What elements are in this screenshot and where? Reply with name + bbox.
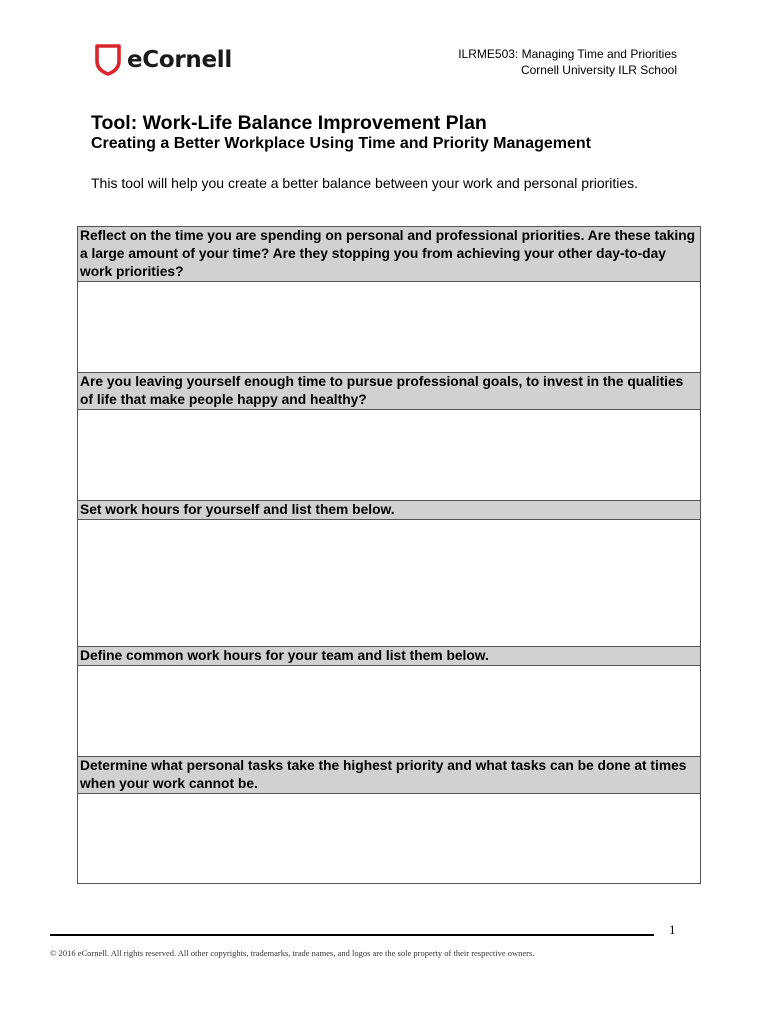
question-cell: Reflect on the time you are spending on personal and professional priorities. Are these taking a large amount of your time? Are they stopping you from achieving your other day-to-day work priorities? — [78, 227, 701, 282]
answer-cell[interactable] — [78, 282, 701, 373]
footer-rule — [50, 934, 654, 936]
school-name: Cornell University ILR School — [520, 63, 677, 77]
shield-icon — [95, 44, 121, 76]
answer-row — [78, 666, 701, 757]
question-cell: Are you leaving yourself enough time to pursue professional goals, to invest in the qualities of life that make people happy and healthy? — [78, 373, 701, 410]
page-number: 1 — [669, 922, 676, 937]
question-cell: Determine what personal tasks take the highest priority and what tasks can be done at times when your work cannot be. — [78, 757, 701, 794]
question-row — [78, 757, 701, 794]
answer-cell[interactable] — [78, 666, 701, 757]
copyright-notice: © 2016 eCornell. All rights reserved. All other copyrights, trademarks, trade names, and logos are the sole property of their respective owners. — [50, 948, 535, 958]
question-row — [78, 647, 701, 666]
course-code: ILRME503: Managing Time and Priorities — [458, 47, 677, 61]
answer-cell[interactable] — [78, 410, 701, 501]
question-row — [78, 501, 701, 520]
answer-cell[interactable] — [78, 520, 701, 647]
page-subtitle: Creating a Better Workplace Using Time and Priority Management — [91, 135, 591, 152]
answer-row — [78, 410, 701, 501]
question-cell: Set work hours for yourself and list them below. — [78, 501, 701, 520]
brand-name: eCornell — [127, 47, 232, 73]
intro-text: This tool will help you create a better balance between your work and personal priorities. — [91, 175, 639, 191]
course-header — [458, 46, 677, 78]
answer-row — [78, 520, 701, 647]
question-row — [78, 227, 701, 282]
page-title: Tool: Work-Life Balance Improvement Plan — [91, 112, 487, 134]
ecornell-logo — [95, 44, 232, 76]
plan-table — [77, 226, 701, 884]
answer-cell[interactable] — [78, 794, 701, 884]
answer-row — [78, 794, 701, 884]
answer-row — [78, 282, 701, 373]
question-row — [78, 373, 701, 410]
question-cell: Define common work hours for your team and list them below. — [78, 647, 701, 666]
